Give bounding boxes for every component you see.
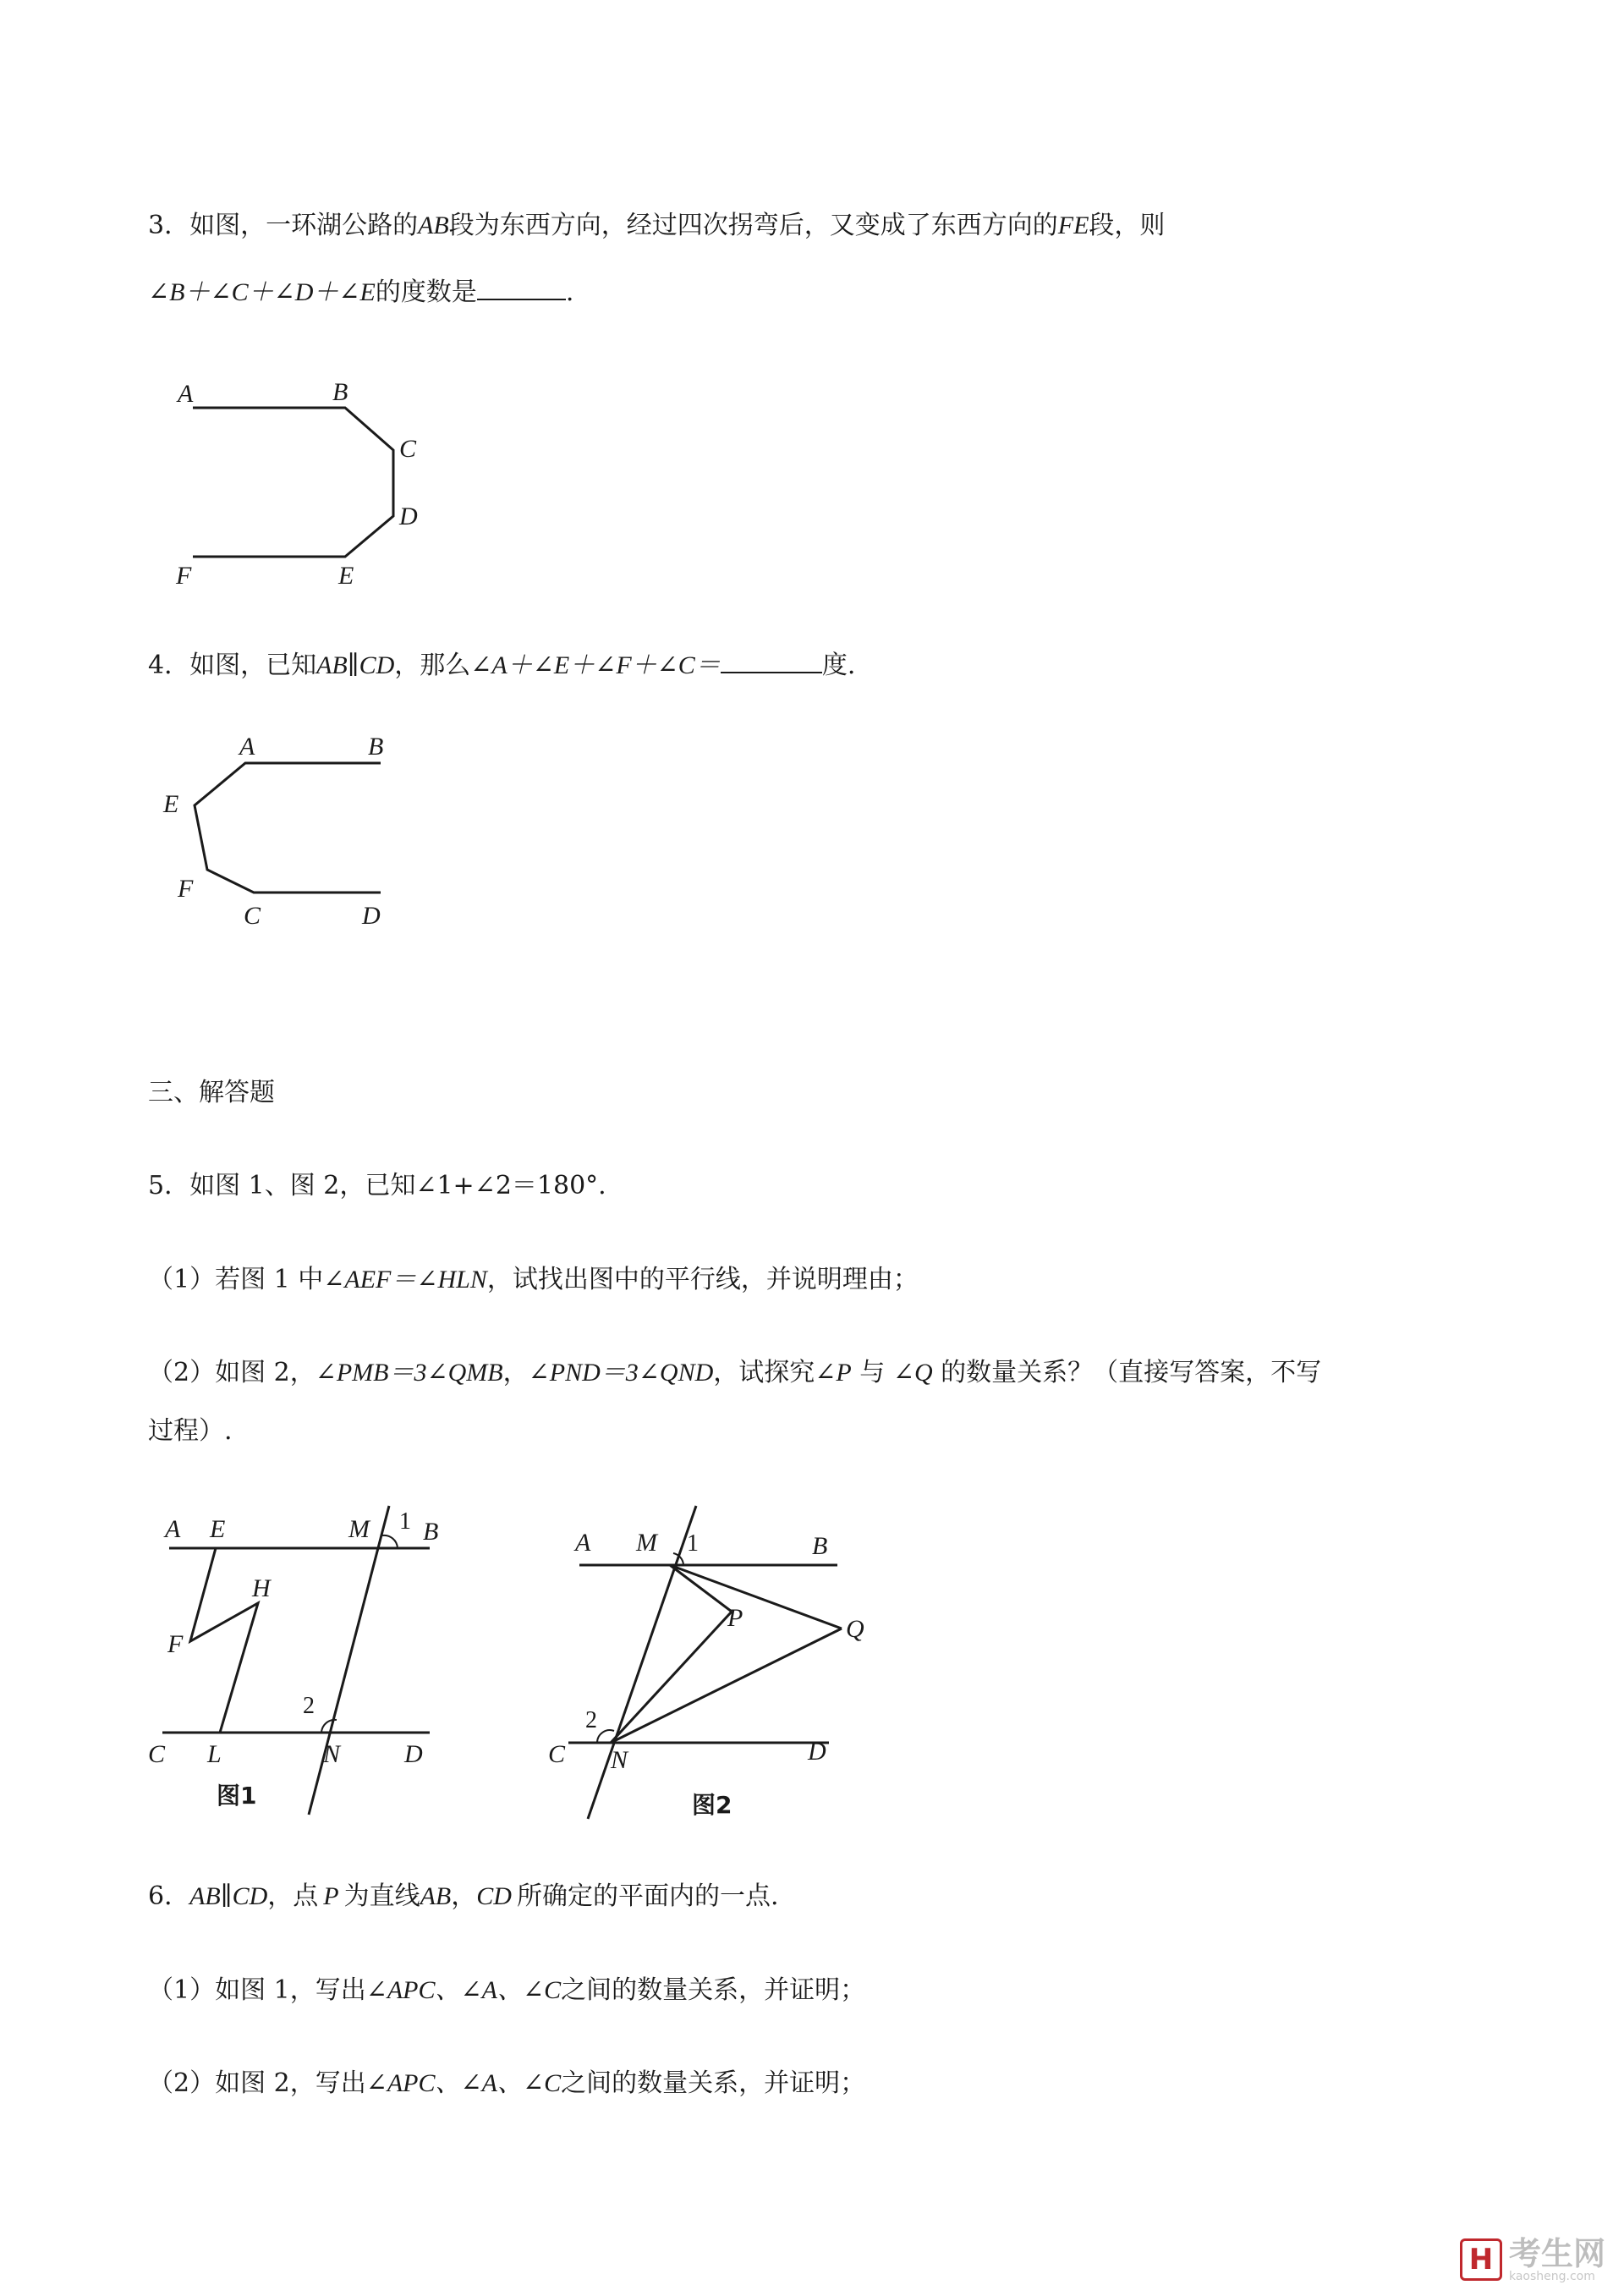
q5-part2-cont: 过程）. [148, 1416, 233, 1446]
label-F: F [167, 1630, 184, 1658]
label-C: C [399, 435, 417, 463]
label-D: D [362, 902, 381, 930]
answer-blank [477, 275, 566, 300]
answer-blank [721, 648, 822, 673]
q4-figure [156, 728, 402, 931]
figure-caption: 图2 [692, 1791, 732, 1819]
q5-stem: 5．如图 1、图 2，已知∠1+∠2＝180°. [148, 1171, 606, 1200]
label-2: 2 [303, 1693, 315, 1719]
segment-NQ [611, 1629, 842, 1743]
label-2: 2 [585, 1707, 597, 1733]
label-P: P [727, 1604, 743, 1632]
q6-part2: （2）如图 2，写出∠APC、∠A、∠C之间的数量关系，并证明； [148, 2068, 866, 2098]
path-EFHL [190, 1548, 258, 1733]
road-path [193, 408, 393, 557]
q3-line1: 3．如图，一环湖公路的AB段为东西方向，经过四次拐弯后，又变成了东西方向的FE段，则 [148, 211, 1166, 240]
angle-2-arc [321, 1720, 337, 1733]
watermark-logo: H 考生网 kaosheng.com [1460, 2237, 1605, 2282]
label-C: C [548, 1740, 566, 1768]
label-C: C [148, 1740, 166, 1768]
figure-caption: 图1 [217, 1782, 257, 1810]
section-heading: 三、解答题 [148, 1078, 275, 1107]
label-A: A [165, 1515, 181, 1543]
label-A: A [239, 733, 255, 761]
label-B: B [332, 378, 348, 406]
label-N: N [611, 1746, 628, 1774]
label-M: M [348, 1515, 370, 1543]
label-E: E [163, 790, 179, 818]
q5-figure2 [533, 1493, 897, 1832]
logo-icon: H [1460, 2238, 1502, 2281]
broken-path [195, 763, 381, 893]
q3-line2: ∠B＋∠C＋∠D＋∠E的度数是 . [148, 275, 573, 310]
label-E: E [210, 1515, 226, 1543]
q6-stem: 6．AB∥CD，点 P 为直线AB，CD 所确定的平面内的一点. [148, 1881, 779, 1911]
label-L: L [207, 1740, 222, 1768]
label-D: D [808, 1738, 826, 1766]
label-B: B [812, 1532, 828, 1560]
label-F: F [178, 875, 194, 903]
q6-part1: （1）如图 1，写出∠APC、∠A、∠C之间的数量关系，并证明； [148, 1975, 866, 2005]
label-N: N [323, 1740, 341, 1768]
label-1: 1 [687, 1530, 699, 1557]
angle-1-arc [382, 1535, 398, 1548]
label-B: B [368, 733, 384, 761]
label-F: F [176, 562, 192, 590]
label-1: 1 [399, 1508, 411, 1535]
label-M: M [636, 1529, 657, 1557]
q4-line: 4．如图，已知AB∥CD，那么∠A＋∠E＋∠F＋∠C＝ 度. [148, 648, 855, 683]
segment-MP [670, 1565, 732, 1612]
q5-figure1 [144, 1493, 457, 1823]
label-H: H [252, 1574, 271, 1602]
q5-part1: （1）若图 1 中∠AEF＝∠HLN，试找出图中的平行线，并说明理由； [148, 1265, 919, 1294]
label-E: E [338, 562, 354, 590]
label-C: C [244, 902, 261, 930]
label-Q: Q [846, 1615, 864, 1643]
label-A: A [575, 1529, 591, 1557]
segment-MQ [670, 1565, 842, 1629]
transversal-MN [309, 1506, 389, 1815]
label-D: D [399, 503, 418, 530]
label-B: B [423, 1518, 439, 1546]
label-D: D [404, 1740, 423, 1768]
label-A: A [178, 380, 194, 408]
q5-part2: （2）如图 2，∠PMB＝3∠QMB，∠PND＝3∠QND，试探究∠P 与 ∠Q 的数量关系？（直接写答案，不写 [148, 1358, 1322, 1387]
segment-NP [611, 1612, 732, 1743]
q3-figure [161, 372, 440, 592]
